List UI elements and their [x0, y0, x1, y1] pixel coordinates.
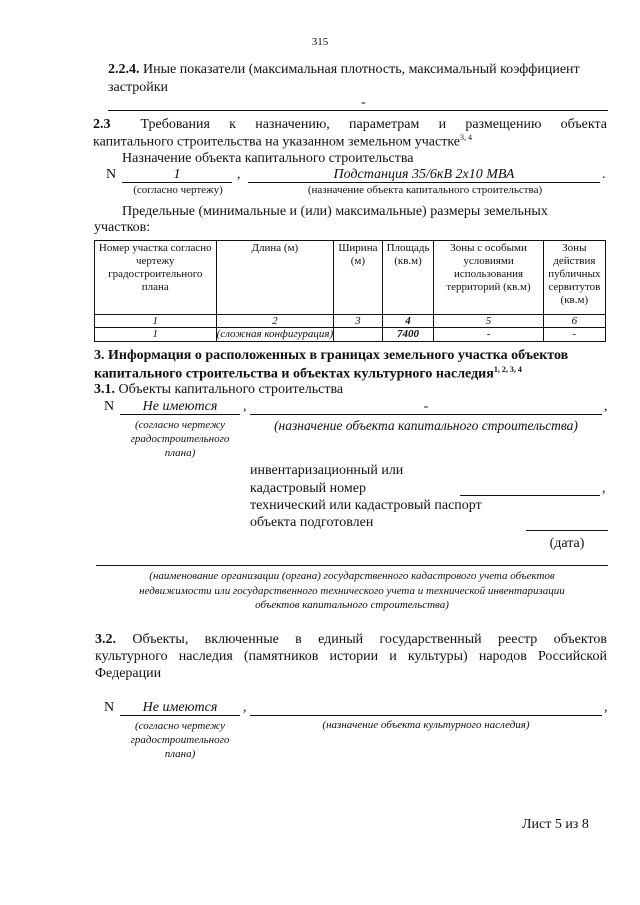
caption-purpose-23: (назначение объекта капитального строительства) [307, 184, 543, 196]
caption-purpose-32: (назначение объекта культурного наследия) [322, 719, 530, 731]
caption-number-32: (согласно чертежу градостроительного плана) [130, 720, 230, 760]
purpose-label: Назначение объекта капитального строительства [122, 151, 414, 166]
section-224-value: - [361, 95, 366, 110]
table-cell: 5 [434, 315, 543, 328]
section-32-line2: культурного наследия (памятников истории и культуры) народов Российской [95, 649, 607, 664]
passport-line1: технический или кадастровый паспорт [250, 498, 482, 513]
capital-object-purpose-underline [250, 414, 602, 415]
table-cell: - [434, 328, 543, 342]
table-header-cell: Площадь (кв.м) [382, 241, 434, 315]
object-purpose-underline [248, 182, 600, 183]
table-cell: 4 [382, 315, 434, 328]
table-cell: - [543, 328, 605, 342]
comma-inventory: , [602, 481, 606, 496]
sizes-line2: участков: [94, 220, 151, 235]
table-header-cell: Зоны с особыми условиями использования территорий (кв.м) [434, 241, 543, 315]
date-caption: (дата) [549, 536, 585, 551]
table-cell [334, 328, 383, 342]
object-number-value: 1 [173, 167, 181, 182]
n-letter-32: N [104, 700, 115, 715]
heritage-number-value: Не имеются [142, 700, 218, 715]
table-header-row [95, 241, 606, 315]
inventory-line1: инвентаризационный или [250, 463, 404, 478]
sizes-line1: Предельные (минимальные и (или) максимальные) размеры земельных [122, 204, 548, 219]
capital-object-number-underline [120, 414, 240, 415]
comma-31b: , [604, 399, 608, 414]
period-23: . [602, 167, 606, 182]
inventory-line2: кадастровый номер [250, 481, 366, 496]
section-31-title: 3.1. Объекты капитального строительства [94, 382, 344, 397]
section-3-heading-line1: 3. Информация о расположенных в границах земельного участка объектов [94, 348, 569, 363]
comma-32b: , [604, 700, 608, 715]
passport-line2: объекта подготовлен [250, 515, 374, 530]
comma-32: , [243, 700, 247, 715]
sheet-footer: Лист 5 из 8 [522, 817, 589, 832]
comma-23: , [237, 167, 241, 182]
heritage-number-underline [120, 715, 240, 716]
section-224-line2: застройки [108, 80, 169, 95]
land-plot-sizes-table [94, 240, 606, 342]
page-number: 315 [311, 36, 329, 48]
object-number-underline [122, 182, 232, 183]
table-cell: 6 [543, 315, 605, 328]
section-23-line1: 2.3 Требования к назначению, параметрам и размещению объекта [93, 117, 607, 132]
caption-number-31: (согласно чертежу градостроительного плана) [130, 419, 230, 459]
heritage-purpose-underline [250, 715, 602, 716]
table-header-cell: Ширина (м) [334, 241, 383, 315]
table-cell: 1 [95, 328, 217, 342]
section-224-line1: 2.2.4. Иные показатели (максимальная плотность, максимальный коэффициент [108, 62, 580, 77]
caption-purpose-31: (назначение объекта капитального строительства) [274, 418, 578, 433]
table-cell: 7400 [382, 328, 434, 342]
section-224-underline [108, 110, 608, 111]
comma-31: , [243, 399, 247, 414]
capital-object-purpose-value: - [423, 399, 429, 414]
object-purpose-value: Подстанция 35/6кВ 2х10 МВА [333, 167, 515, 182]
date-underline [526, 530, 608, 531]
capital-object-number-value: Не имеются [142, 399, 218, 414]
table-row [95, 328, 606, 342]
table-header-cell: Номер участка согласно чертежу градостроительного плана [95, 241, 217, 315]
table-column-number-row [95, 315, 606, 328]
section-3-heading-line2: капитального строительства и объектах культурного наследия$^{1, 2, 3, 4}$ [94, 365, 522, 382]
caption-number-23: (согласно чертежу) [133, 184, 223, 196]
table-header-cell: Зоны действия публичных сервитутов (кв.м) [543, 241, 605, 315]
section-23-line2: капитального строительства на указанном земельном участке$^{3, 4}$ [93, 133, 473, 150]
table-cell: 2 [216, 315, 334, 328]
n-letter-23: N [106, 167, 117, 182]
section-32-line1: 3.2. Объекты, включенные в единый государственный реестр объектов [95, 632, 607, 647]
table-cell: 3 [334, 315, 383, 328]
section-32-line3: Федерации [95, 666, 162, 681]
table-header-cell: Длина (м) [216, 241, 334, 315]
organization-underline [96, 565, 608, 566]
organization-caption: (наименование организации (органа) государственного кадастрового учета объектов недвижимости или государственного технического учета и технической инвентаризации объектов капитального строительства) [139, 570, 565, 611]
table-cell: (сложная конфигурация) [216, 328, 334, 340]
table-cell: 1 [95, 315, 217, 328]
inventory-number-underline [460, 495, 600, 496]
n-letter-31: N [104, 399, 115, 414]
